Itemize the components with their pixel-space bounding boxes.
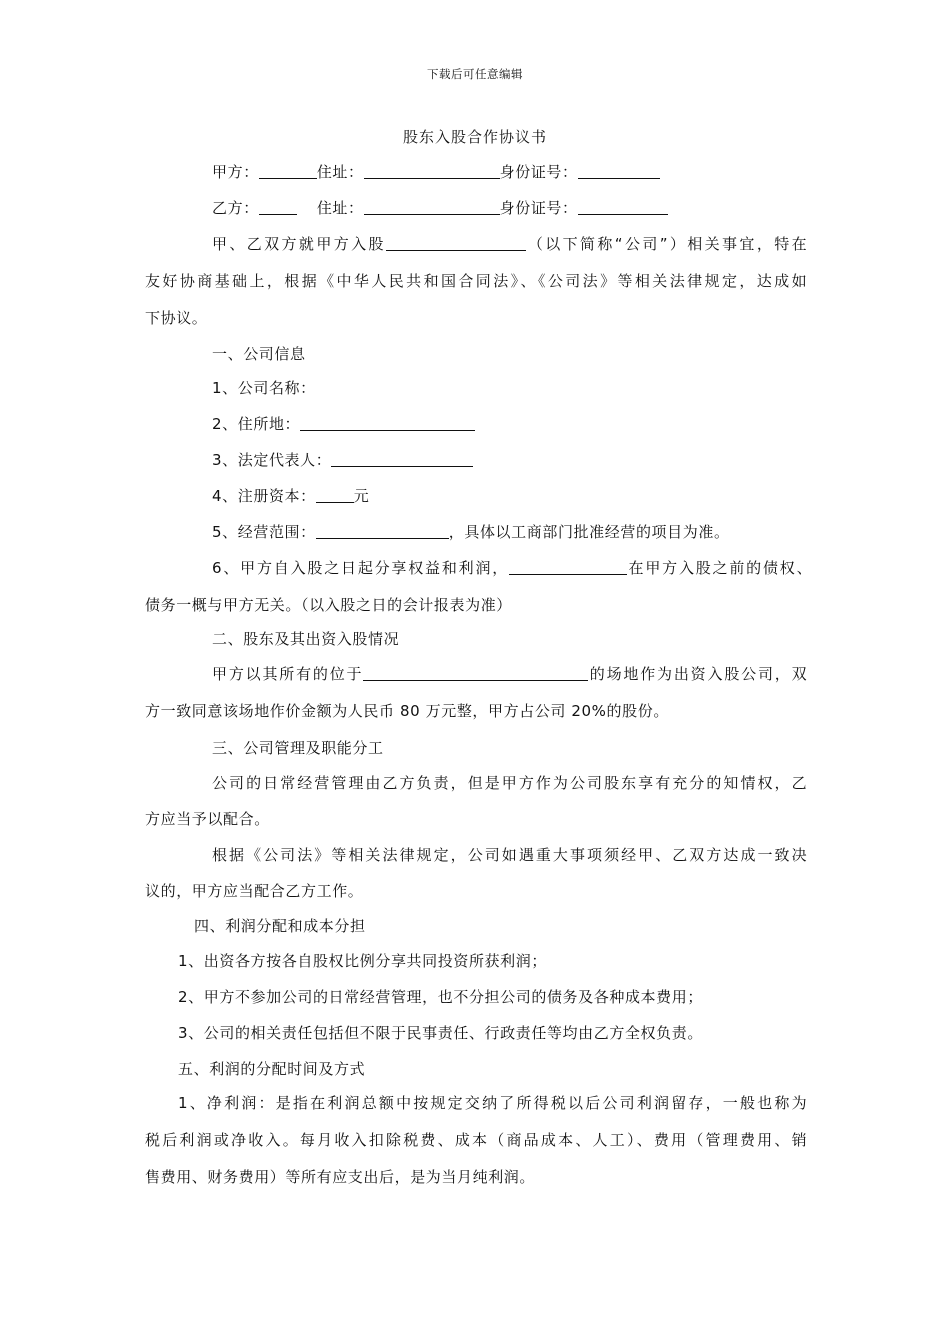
party-b-label: 乙方： [212, 199, 259, 217]
intro-line-3: 下协议。 [145, 309, 208, 327]
intro-line-2: 友好协商基础上，根据《中华人民共和国合同法》、《公司法》等相关法律规定，达成如 [145, 272, 807, 290]
section-4-item-2: 2、甲方不参加公司的日常经营管理，也不分担公司的债务及各种成本费用； [178, 988, 703, 1006]
section-5-line-1: 1、净利润：是指在利润总额中按规定交纳了所得税以后公司利润留存，一般也称为 [178, 1094, 807, 1112]
section-3-heading: 三、公司管理及职能分工 [212, 739, 384, 757]
party-b-id-label: 身份证号： [499, 199, 578, 217]
section-3-p1-line-2: 方应当予以配合。 [145, 810, 270, 828]
business-scope-blank [316, 522, 449, 539]
domicile-blank [300, 414, 475, 431]
site-text-before: 甲方以其所有的位于 [212, 665, 364, 683]
business-scope-label: 5、经营范围： [212, 523, 316, 541]
registered-capital-item [212, 485, 369, 507]
company-name-item: 1、公司名称： [212, 379, 316, 397]
legal-rep-item [212, 449, 473, 471]
party-b-id-blank [578, 198, 668, 215]
section-5-heading: 五、利润的分配时间及方式 [178, 1060, 366, 1078]
section-4-heading: 四、利润分配和成本分担 [194, 917, 366, 935]
domicile-item [212, 413, 475, 435]
profit-share-item [212, 557, 812, 579]
party-a-label: 甲方： [212, 163, 259, 181]
site-location-blank [363, 664, 588, 681]
section-4-item-1: 1、出资各方按各自股权比例分享共同投资所获利润； [178, 952, 547, 970]
party-b-name-blank [259, 198, 297, 215]
legal-rep-blank [331, 450, 473, 467]
intro-text-after: （以下简称“公司”）相关事宜，特在 [525, 235, 807, 253]
section-1-heading: 一、公司信息 [212, 345, 306, 363]
company-name-blank [386, 234, 526, 251]
section-3-p2-line-1: 根据《公司法》等相关法律规定，公司如遇重大事项须经甲、乙双方达成一致决 [212, 846, 807, 864]
profit-share-cont: 债务一概与甲方无关。（以入股之日的会计报表为准） [145, 596, 512, 614]
profit-share-text-before: 6、甲方自入股之日起分享权益和利润， [212, 559, 510, 577]
registered-capital-label: 4、注册资本： [212, 487, 316, 505]
party-a-address-blank [364, 162, 500, 179]
party-a-id-blank [578, 162, 660, 179]
domicile-label: 2、住所地： [212, 415, 301, 433]
party-b-address-blank [364, 198, 500, 215]
business-scope-note: ，具体以工商部门批准经营的项目为准。 [448, 523, 730, 541]
section-2-heading: 二、股东及其出资入股情况 [212, 630, 400, 648]
site-text-after: 的场地作为出资入股公司，双 [588, 665, 807, 683]
intro-line-1 [212, 233, 807, 255]
section-3-p1-line-1: 公司的日常经营管理由乙方负责，但是甲方作为公司股东享有充分的知情权，乙 [212, 774, 807, 792]
section-2-line-2: 方一致同意该场地作价金额为人民币 80 万元整，甲方占公司 20%的股份。 [145, 702, 669, 720]
legal-rep-label: 3、法定代表人： [212, 451, 332, 469]
party-b-line [212, 197, 668, 219]
header-note: 下载后可任意编辑 [427, 67, 523, 81]
party-a-line [212, 161, 660, 183]
party-a-name-blank [259, 162, 317, 179]
section-5-line-3: 售费用、财务费用）等所有应支出后，是为当月纯利润。 [145, 1168, 536, 1186]
party-b-address-label: 住址： [316, 199, 364, 217]
intro-text-before: 甲、乙双方就甲方入股 [212, 235, 386, 253]
registered-capital-blank [316, 486, 354, 503]
registered-capital-unit: 元 [353, 487, 370, 505]
profit-share-text-after: 在甲方入股之前的债权、 [627, 559, 813, 577]
section-3-p2-line-2: 议的，甲方应当配合乙方工作。 [145, 882, 364, 900]
section-5-line-2: 税后利润或净收入。每月收入扣除税费、成本（商品成本、人工）、费用（管理费用、销 [145, 1131, 807, 1149]
party-a-id-label: 身份证号： [499, 163, 578, 181]
document-title: 股东入股合作协议书 [402, 128, 547, 146]
section-4-item-3: 3、公司的相关责任包括但不限于民事责任、行政责任等均由乙方全权负责。 [178, 1024, 703, 1042]
business-scope-item [212, 521, 730, 543]
profit-share-blank [509, 558, 627, 575]
section-2-line-1 [212, 663, 807, 685]
party-a-address-label: 住址： [316, 163, 364, 181]
